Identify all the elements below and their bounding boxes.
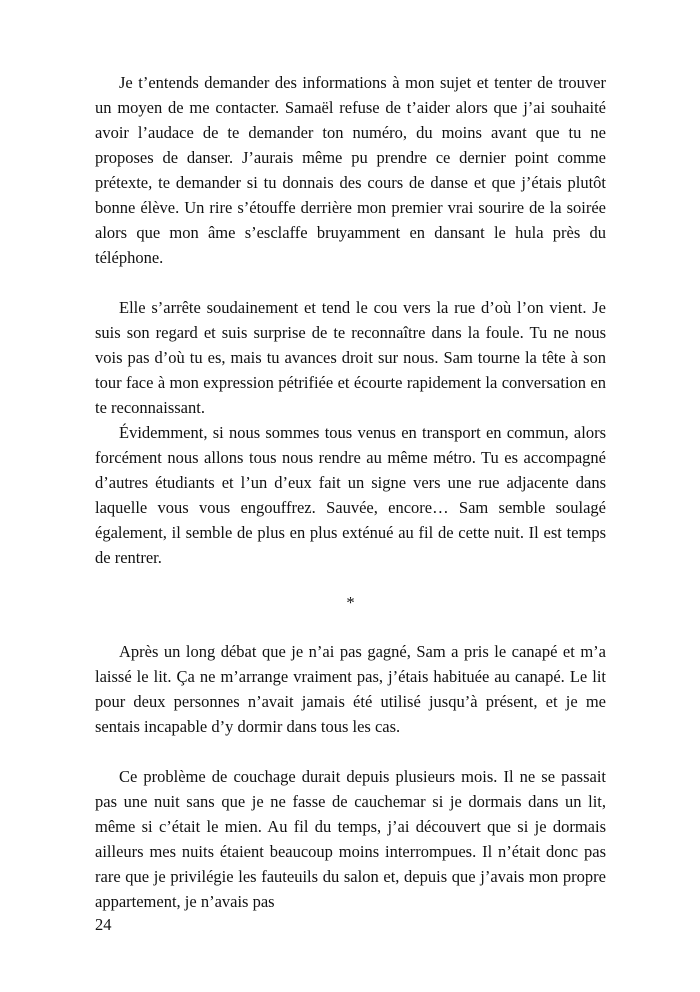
paragraph-4: Après un long débat que je n’ai pas gagné, Sam a pris le canapé et m’a laissé le lit. Ça ne m’arrange vraiment pas, j’étais habituée au canapé. Le lit pour deux personnes n’avait jamais été utilisé jusqu’à présent, et je me sentais incapable d’y dormir dans tous les cas. [95,642,606,736]
paragraph-3: Évidemment, si nous sommes tous venus en transport en commun, alors forcément nous allons tous nous rendre au même métro. Tu es accompagné d’autres étudiants et l’un d’eux fait un signe vers une rue adjacente dans laquelle vous vous engouffrez. Sauvée, encore… Sam semble soulagé également, il semble de plus en plus exténué au fil de cette nuit. Il est temps de rentrer. [95,423,606,567]
section-separator: * [346,593,355,612]
page-number: 24 [95,915,112,934]
text-block [95,70,606,914]
paragraph-5: Ce problème de couchage durait depuis plusieurs mois. Il ne se passait pas une nuit sans que je ne fasse de cauchemar si je dormais dans un lit, même si c’était le mien. Au fil du temps, j’ai découvert que si je dormais ailleurs mes nuits étaient beaucoup moins interrompues. Il n’était donc pas rare que je privilégie les fauteuils du salon et, depuis que j’avais mon propre appartement, je n’avais pas [95,767,606,911]
paragraph-2: Elle s’arrête soudainement et tend le cou vers la rue d’où l’on vient. Je suis son regard et suis surprise de te reconnaître dans la foule. Tu ne nous vois pas d’où tu es, mais tu avances droit sur nous. Sam tourne la tête à son tour face à mon expression pétrifiée et écourte rapidement la conversation en te reconnaissant. [95,298,606,417]
paragraph-1: Je t’entends demander des informations à mon sujet et tenter de trouver un moyen de me contacter. Samaël refuse de t’aider alors que j’ai souhaité avoir l’audace de te demander ton numéro, du moins avant que tu ne proposes de danser. J’aurais même pu prendre ce dernier point comme prétexte, te demander si tu donnais des cours de danse et que j’étais plutôt bonne élève. Un rire s’étouffe derrière mon premier vrai sourire de la soirée alors que mon âme s’esclaffe bruyamment en dansant le hula près du téléphone. [95,73,606,267]
